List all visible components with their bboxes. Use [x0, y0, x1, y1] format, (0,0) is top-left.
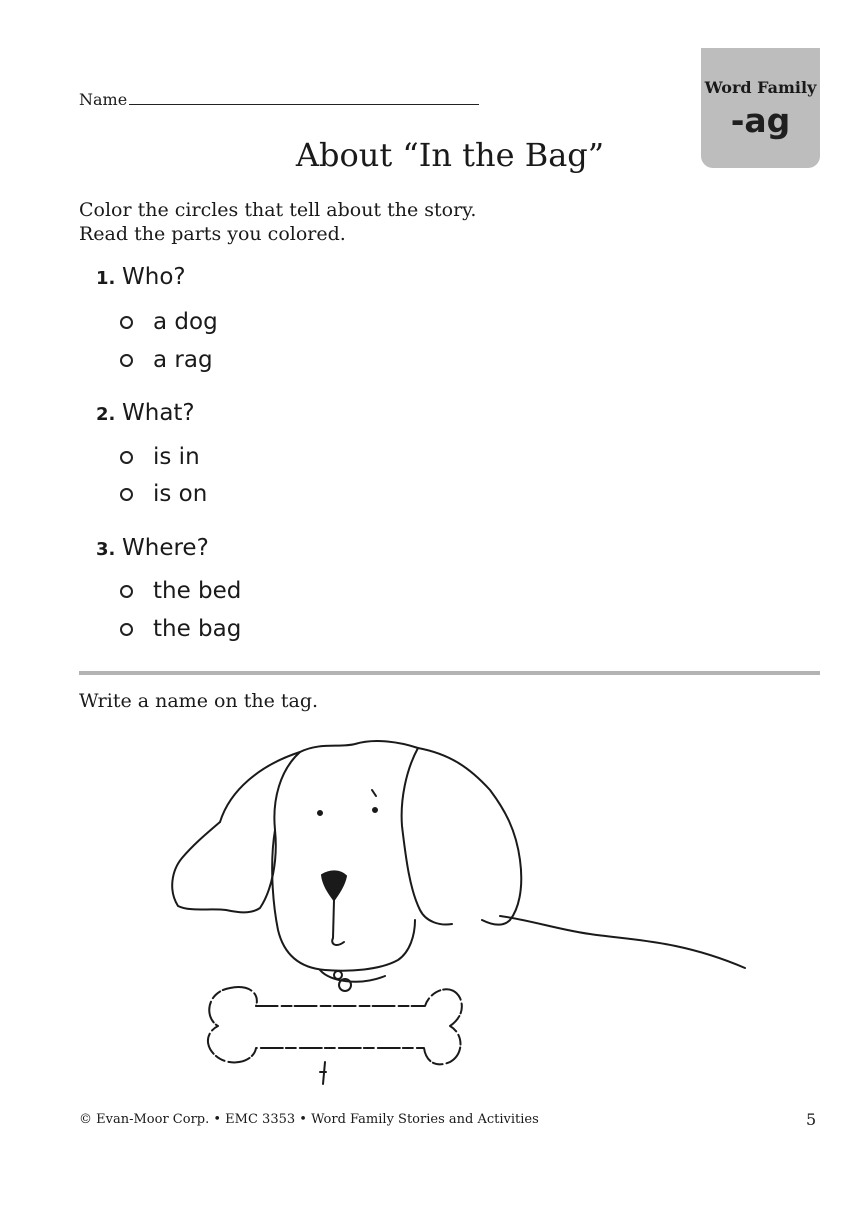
answer-option[interactable]: [120, 309, 218, 335]
question-1: [96, 264, 186, 290]
dog-tail: [500, 916, 745, 968]
dog-left-ear: [172, 752, 300, 912]
section-divider: [79, 671, 820, 675]
answer-circle[interactable]: [120, 316, 133, 329]
page-number: 5: [806, 1110, 817, 1129]
question-number: 3.: [96, 539, 116, 560]
answer-option[interactable]: [120, 347, 213, 373]
answer-option[interactable]: [120, 616, 241, 642]
name-label: Name: [79, 90, 128, 109]
answer-circle[interactable]: [120, 623, 133, 636]
page-title: About “In the Bag”: [295, 136, 605, 174]
bone-tag: [208, 987, 462, 1064]
answer-circle[interactable]: [120, 451, 133, 464]
write-instruction: Write a name on the tag.: [79, 690, 319, 712]
question-prompt: Where?: [122, 535, 209, 561]
dog-right-ear: [402, 748, 452, 924]
word-family-ending: -ag: [730, 101, 791, 140]
instructions: [79, 198, 476, 246]
option-label: a dog: [153, 309, 218, 335]
name-write-line[interactable]: [129, 90, 479, 105]
question-number: 1.: [96, 268, 116, 289]
option-label: a rag: [153, 347, 213, 373]
instruction-line-1: Color the circles that tell about the story.: [79, 199, 477, 221]
footer-copyright: © Evan-Moor Corp. • EMC 3353 • Word Family Stories and Activities: [79, 1112, 539, 1127]
answer-option[interactable]: [120, 481, 207, 507]
question-prompt: What?: [122, 400, 195, 426]
instruction-line-2: Read the parts you colored.: [79, 223, 346, 245]
answer-option[interactable]: [120, 444, 200, 470]
dog-with-bone-tag-illustration: [160, 730, 760, 1095]
question-3: [96, 535, 209, 561]
answer-circle[interactable]: [120, 585, 133, 598]
word-family-label: Word Family: [704, 78, 817, 97]
answer-circle[interactable]: [120, 354, 133, 367]
answer-circle[interactable]: [120, 488, 133, 501]
question-prompt: Who?: [122, 264, 186, 290]
dog-nose: [322, 871, 346, 900]
option-label: is in: [153, 444, 200, 470]
dog-collar: [320, 970, 385, 982]
name-field-row: [79, 90, 479, 109]
question-number: 2.: [96, 404, 116, 425]
question-2: [96, 400, 195, 426]
option-label: is on: [153, 481, 208, 507]
dog-face-outline: [272, 830, 415, 971]
option-label: the bag: [153, 616, 242, 642]
answer-option[interactable]: [120, 578, 241, 604]
option-label: the bed: [153, 578, 242, 604]
